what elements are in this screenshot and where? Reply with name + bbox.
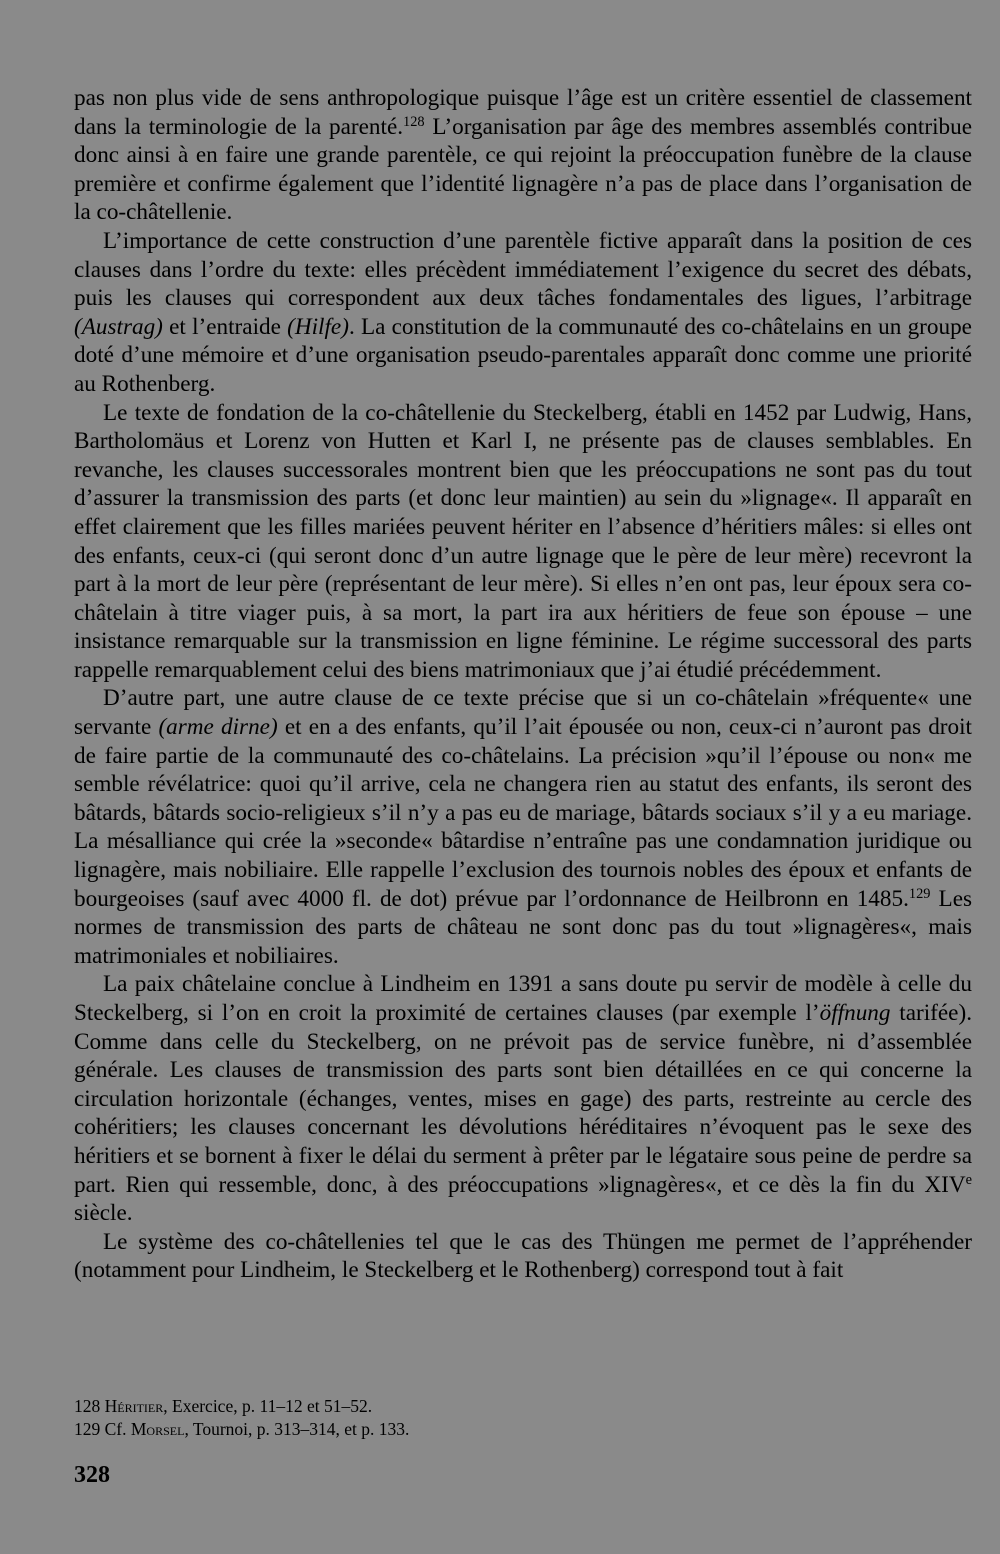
text-run: L’organisation par âge des membres assemblés contribue donc ainsi à en faire une grande parentèle, ce qui rejoint la préoccupation funèbre de la clause première et confirme également que l’identité lignagère n’a pas de place dans l’organisation de la co-châtellenie. xyxy=(74,113,972,226)
paragraph xyxy=(74,84,972,227)
text-run: et en a des enfants, qu’il l’ait épousée ou non, ceux-ci n’auront pas droit de faire partie de la communauté des co-châtelains. La précision »qu’il l’épouse ou non« me semble révélatrice: quoi qu’il arrive, cela ne changera rien au statut des enfants, ils seront des bâtards, bâtards socio-religieux s’il n’y a pas eu de mariage, bâtards sociaux s’il y a eu mariage. La mésalliance qui crée la »seconde« bâtardise n’entraîne pas une condamnation juridique ou lignagère, mais nobiliaire. Elle rappelle l’exclusion des tournois nobles des époux et enfants de bourgeoises (sauf avec 4000 fl. de dot) prévue par l’ordonnance de Heilbronn en 1485. xyxy=(74,714,972,912)
main-text xyxy=(74,84,972,1285)
text-run: , Exercice, p. 11–12 et 51–52. xyxy=(163,1396,373,1416)
superscript: e xyxy=(965,1171,972,1188)
text-run: . La constitution de la communauté des co-châtelains en un groupe doté d’une mémoire et d’une organisation pseudo-parentales apparaît donc comme une priorité au Rothenberg. xyxy=(74,313,972,397)
text-run: , Tournoi, p. 313–314, et p. 133. xyxy=(184,1419,410,1439)
text-run: Le système des co-châtellenies tel que le cas des Thüngen me permet de l’appréhender (notamment pour Lindheim, le Steckelberg et le Rothenberg) correspond tout à fait xyxy=(74,1228,972,1284)
text-run: 128 xyxy=(74,1396,105,1416)
paragraph xyxy=(74,399,972,685)
text-run: pas non plus vide de sens anthropologique puisque l’âge est un critère essentiel de classement dans la terminologie de la parenté. xyxy=(74,85,972,140)
italic-text: (Hilfe) xyxy=(287,313,349,340)
superscript: 128 xyxy=(403,113,425,130)
paragraph xyxy=(74,1228,972,1285)
text-run: siècle. xyxy=(74,1200,133,1227)
text-run: Le texte de fondation de la co-châtellenie du Steckelberg, établi en 1452 par Ludwig, Hans, Bartholomäus et Lorenz von Hutten et Karl I, ne présente pas de clauses semblables. En revanche, les clauses successorales montrent bien que les préoccupations ne sont pas du tout d’assurer la transmission des parts (et donc leur maintien) au sein du »lignage«. Il apparaît en effet clairement que les filles mariées peuvent hériter en l’absence d’héritiers mâles: si elles ont des enfants, ceux-ci (qui seront donc d’un autre lignage que le père de leur mère) recevront la part à la mort de leur père (représentant de leur mère). Si elles n’en ont pas, leur époux sera co-châtelain à titre viager puis, à sa mort, la part ira aux héritiers de feue son épouse – une insistance remarquable sur la transmission en ligne féminine. Le régime successoral des parts rappelle remarquablement celui des biens matrimoniaux que j’ai étudié précédemment. xyxy=(74,399,972,683)
text-run: et l’entraide xyxy=(162,313,288,340)
paragraph xyxy=(74,227,972,399)
text-run: 129 Cf. xyxy=(74,1419,131,1439)
text-run: tarifée). Comme dans celle du Steckelberg, on ne prévoit pas de service funèbre, ni d’assemblée générale. Les clauses de transmission des parts sont bien détaillées en ce qui concerne la circulation horizontale (échanges, ventes, mises en gage) des parts, restreinte au cercle des cohéritiers; les clauses concernant les dévolutions héréditaires n’évoquent pas le sexe des héritiers et se bornent à fixer le délai du serment à prêter par le légataire sous peine de perdre sa part. Rien qui ressemble, donc, à des préoccupations »lignagères«, et ce dès la fin du XIV xyxy=(74,1000,972,1198)
text-run: D’autre part, une autre clause de ce texte précise que si un co-châtelain »fréquente« une servante xyxy=(74,685,972,741)
footnote xyxy=(74,1418,972,1441)
paragraph xyxy=(74,684,972,970)
italic-text: (arme dirne) xyxy=(158,714,278,741)
italic-text: (Austrag) xyxy=(74,313,163,340)
text-run: L’importance de cette construction d’une parentèle fictive apparaît dans la position de ces clauses dans l’ordre du texte: elles précèdent immédiatement l’exigence du secret des débats, puis les clauses qui correspondent aux deux tâches fondamentales des ligues, l’arbitrage xyxy=(74,227,972,312)
footnotes xyxy=(74,1395,972,1441)
page-number: 328 xyxy=(74,1462,110,1488)
text-run: Les normes de transmission des parts de château ne sont donc pas du tout »lignagères«, mais matrimoniales et nobiliaires. xyxy=(74,885,973,969)
footnote xyxy=(74,1395,972,1418)
italic-text: öffnung xyxy=(819,1000,891,1026)
paragraph xyxy=(74,970,972,1227)
text-run: Héritier xyxy=(104,1396,164,1416)
superscript: 129 xyxy=(908,885,931,902)
text-run: La paix châtelaine conclue à Lindheim en 1391 a sans doute pu servir de modèle à celle du Steckelberg, si l’on en croit la proximité de certaines clauses (par exemple l’ xyxy=(74,971,972,1026)
text-run: Morsel xyxy=(130,1419,185,1439)
